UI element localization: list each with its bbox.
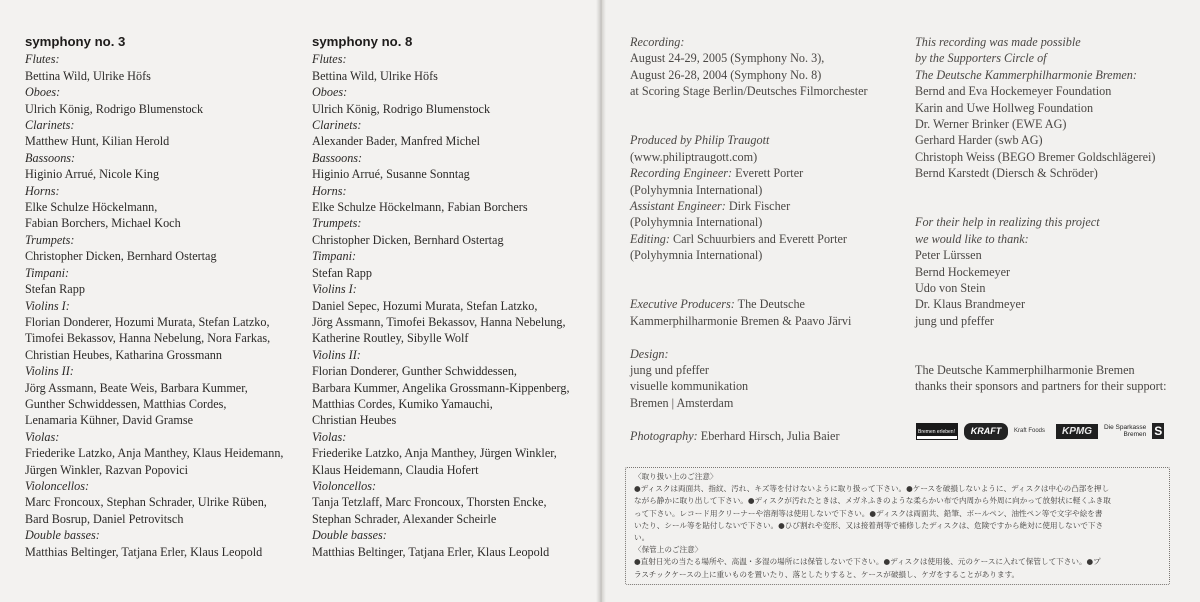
kpmg-logo: KPMG <box>1056 424 1098 439</box>
credit-line: Stephan Schrader, Alexander Scheirle <box>312 511 497 526</box>
section-label: Timpani: <box>312 249 357 264</box>
spacer <box>630 280 900 296</box>
credit-line: Florian Donderer, Hozumi Murata, Stefan Latzko, <box>25 314 270 329</box>
kraft-logo: KRAFT <box>964 423 1008 440</box>
credit-line: Lenamaria Kühner, David Gramse <box>25 413 194 428</box>
credit-names: Everett Porter <box>732 166 804 181</box>
credit-line: Bernd Karstedt (Diersch & Schröder) <box>915 166 1098 181</box>
notice-line: いたり、シール等を貼付しないで下さい。●ひび割れや変形、又は接着剤等で補修したディスクは、危険ですから絶対に使用しないで下さ <box>634 520 1104 530</box>
credit-line: Daniel Sepec, Hozumi Murata, Stefan Latzko, <box>312 298 538 313</box>
credit-line: Jürgen Winkler, Razvan Popovici <box>25 462 189 477</box>
credit-line: Jörg Assmann, Beate Weis, Barbara Kummer, <box>25 380 248 395</box>
credit-line: Elke Schulze Höckelmann, <box>25 200 158 215</box>
credit-line: Matthias Beltinger, Tatjana Erler, Klaus Leopold <box>25 544 263 559</box>
credit-line: Karin and Uwe Hollweg Foundation <box>915 100 1094 115</box>
section-label: Violoncellos: <box>25 478 90 493</box>
credit-line: Tanja Tetzlaff, Marc Froncoux, Thorsten Encke, <box>312 495 547 510</box>
credit-line: Bettina Wild, Ulrike Höfs <box>312 68 438 83</box>
credit-line: Christian Heubes, Katharina Grossmann <box>25 347 222 362</box>
notice-line: 〈保管上のご注意〉 <box>634 545 703 555</box>
spacer <box>630 100 900 116</box>
symphony-8-lines <box>312 51 597 560</box>
credit-line: Fabian Borchers, Michael Koch <box>25 216 181 231</box>
section-label: by the Supporters Circle of <box>915 51 1047 66</box>
section-label: Oboes: <box>25 85 61 100</box>
credit-line: Barbara Kummer, Angelika Grossmann-Kippenberg, <box>312 380 570 395</box>
credit-line: Gunther Schwiddessen, Matthias Cordes, <box>25 396 227 411</box>
section-label: Trumpets: <box>312 216 362 231</box>
sponsor-logos <box>916 420 1196 442</box>
symphony-8-credits <box>312 34 597 560</box>
credit-line: Dr. Klaus Brandmeyer <box>915 297 1025 312</box>
notice-line: ながら静かに取り出して下さい。●ディスクが汚れたときは、メガネふきのような柔らかい布で内周から外周に向かって放射状に軽くふき取 <box>634 496 1111 506</box>
credit-line: Marc Froncoux, Stephan Schrader, Ulrike Rüben, <box>25 495 267 510</box>
section-label: Bassoons: <box>312 150 363 165</box>
credit-line: Ulrich König, Rodrigo Blumenstock <box>25 101 204 116</box>
spacer <box>630 264 900 280</box>
symphony-3-heading: symphony no. 3 <box>25 34 126 49</box>
credit-role: Assistant Engineer: <box>630 199 726 214</box>
credit-line: jung und pfeffer <box>915 313 994 328</box>
credit-line: (Polyhymnia International) <box>630 248 763 263</box>
section-label: Flutes: <box>312 52 347 67</box>
section-label: Design: <box>630 346 669 361</box>
section-label: Clarinets: <box>25 118 75 133</box>
section-label: Violas: <box>312 429 347 444</box>
credit-line: Florian Donderer, Gunther Schwiddessen, <box>312 364 517 379</box>
credit-line: Jörg Assmann, Timofei Bekassov, Hanna Nebelung, <box>312 314 566 329</box>
credit-line <box>630 428 900 444</box>
credit-line: Bettina Wild, Ulrike Höfs <box>25 68 151 83</box>
credit-line: Christopher Dicken, Bernhard Ostertag <box>25 249 217 264</box>
credit-line: jung und pfeffer <box>630 363 709 378</box>
section-label: The Deutsche Kammerphilharmonie Bremen: <box>915 67 1137 82</box>
credit-line: Gerhard Harder (swb AG) <box>915 133 1043 148</box>
credit-line: Christopher Dicken, Bernhard Ostertag <box>312 232 504 247</box>
credit-role: Executive Producers: <box>630 297 735 312</box>
credit-names: Carl Schuurbiers and Everett Porter <box>669 231 847 246</box>
notice-line: 〈取り扱い上のご注意〉 <box>634 472 718 481</box>
credit-line <box>630 231 900 247</box>
credit-line: Kammerphilharmonie Bremen & Paavo Järvi <box>630 313 852 328</box>
section-label: Violins II: <box>25 364 74 379</box>
spacer <box>630 329 900 345</box>
sparkasse-line-1: Die Sparkasse <box>1104 423 1147 431</box>
credit-line: Udo von Stein <box>915 281 986 296</box>
spacer <box>630 116 900 132</box>
credit-line: Friederike Latzko, Anja Manthey, Jürgen Winkler, <box>312 446 557 461</box>
credit-names: Eberhard Hirsch, Julia Baier <box>697 428 840 443</box>
spacer <box>915 198 1185 214</box>
production-lines <box>630 34 900 444</box>
credit-line: at Scoring Stage Berlin/Deutsches Filmorchester <box>630 84 868 99</box>
symphony-3-credits <box>25 34 295 560</box>
section-label: we would like to thank: <box>915 231 1029 246</box>
supporters-credits <box>915 34 1185 395</box>
credit-line: thanks their sponsors and partners for their support: <box>915 379 1167 394</box>
spacer <box>915 346 1185 362</box>
credit-line: August 24-29, 2005 (Symphony No. 3), <box>630 51 825 66</box>
section-label: Violoncellos: <box>312 478 377 493</box>
notice-line: って下さい。レコード用クリーナーや溶剤等は使用しないで下さい。●ディスクは両面共、鉛筆、ボールペン、油性ペン等で文字や絵を書 <box>634 508 1103 518</box>
credit-line: Bremen | Amsterdam <box>630 395 734 410</box>
credit-line: Alexander Bader, Manfred Michel <box>312 134 481 149</box>
credit-line: Matthias Beltinger, Tatjana Erler, Klaus Leopold <box>312 544 550 559</box>
bremen-erleben-logo <box>916 423 958 440</box>
section-label: Recording: <box>630 35 685 49</box>
credit-line: Matthias Cordes, Kumiko Yamauchi, <box>312 396 493 411</box>
credit-line: Bard Bosrup, Daniel Petrovitsch <box>25 511 184 526</box>
credit-names: Dirk Fischer <box>725 199 791 214</box>
credit-line: (Polyhymnia International) <box>630 215 763 230</box>
section-label: Flutes: <box>25 52 60 67</box>
kraft-foods-logo: Kraft Foods <box>1014 428 1046 434</box>
credit-line: Matthew Hunt, Kilian Herold <box>25 134 170 149</box>
credit-line: Stefan Rapp <box>25 282 85 297</box>
credit-line: visuelle kommunikation <box>630 379 749 394</box>
credit-role: Recording Engineer: <box>630 166 733 181</box>
credit-line: Elke Schulze Höckelmann, Fabian Borchers <box>312 200 528 215</box>
section-label: Violins II: <box>312 347 361 362</box>
section-label: This recording was made possible <box>915 35 1081 49</box>
sparkasse-s-icon: S <box>1154 424 1163 438</box>
spacer <box>915 182 1185 198</box>
notice-line: ラスチックケースの上に重いものを置いたり、落としたりすると、ケースが破損し、ケガをすることがあります。 <box>634 569 1020 579</box>
credit-line: Klaus Heidemann, Claudia Hofert <box>312 462 479 477</box>
sparkasse-logo-text <box>1104 424 1146 439</box>
section-label: Double basses: <box>312 528 387 543</box>
section-label: Violins I: <box>25 298 70 313</box>
credit-line: Christian Heubes <box>312 413 397 428</box>
section-label: Produced by Philip Traugott <box>630 133 770 148</box>
credit-line <box>630 198 900 214</box>
credit-line: Bernd Hockemeyer <box>915 264 1011 279</box>
section-label: Oboes: <box>312 85 348 100</box>
section-label: Timpani: <box>25 265 70 280</box>
section-label: Violas: <box>25 429 60 444</box>
notice-lines <box>634 471 1161 581</box>
credit-line: (Polyhymnia International) <box>630 182 763 197</box>
spacer <box>630 411 900 427</box>
notice-line: い。 <box>634 533 650 543</box>
credit-line: Katherine Routley, Sibylle Wolf <box>312 331 469 346</box>
handling-notice-box <box>625 467 1170 585</box>
section-label: Horns: <box>312 183 347 198</box>
credit-line: Higinio Arrué, Susanne Sonntag <box>312 167 470 182</box>
credit-line: Higinio Arrué, Nicole King <box>25 167 160 182</box>
section-label: Horns: <box>25 183 60 198</box>
production-credits <box>630 34 900 444</box>
credit-line: Friederike Latzko, Anja Manthey, Klaus Heidemann, <box>25 446 284 461</box>
sparkasse-line-2: Bremen <box>1123 431 1147 438</box>
credit-names: The Deutsche <box>734 297 805 312</box>
notice-line: ●直射日光の当たる場所や、高温・多湿の場所には保管しないで下さい。●ディスクは使用後、元のケースに入れて保管して下さい。●プ <box>634 557 1101 567</box>
credit-line: Ulrich König, Rodrigo Blumenstock <box>312 101 491 116</box>
credit-line: (www.philiptraugott.com) <box>630 149 758 164</box>
section-label: Bassoons: <box>25 150 76 165</box>
bremen-logo-text: Bremen erleben! <box>918 428 955 435</box>
supporters-lines <box>915 34 1185 395</box>
symphony-3-lines <box>25 51 295 560</box>
symphony-8-heading: symphony no. 8 <box>312 34 413 49</box>
section-label: Double basses: <box>25 528 100 543</box>
credit-line: Peter Lürssen <box>915 248 982 263</box>
credit-line: Bernd and Eva Hockemeyer Foundation <box>915 84 1112 99</box>
section-label: Violins I: <box>312 282 357 297</box>
credit-line: Stefan Rapp <box>312 265 372 280</box>
credit-role: Photography: <box>630 428 698 443</box>
section-label: Clarinets: <box>312 118 362 133</box>
notice-line: ●ディスクは両面共、指紋、汚れ、キズ等を付けないように取り扱って下さい。●ケースを破損しないように、ディスクは中心の凸部を押し <box>634 484 1110 494</box>
credit-line <box>630 165 900 181</box>
credit-line: Dr. Werner Brinker (EWE AG) <box>915 117 1067 132</box>
credit-line: August 26-28, 2004 (Symphony No. 8) <box>630 67 822 82</box>
spacer <box>915 329 1185 345</box>
section-label: Trumpets: <box>25 232 75 247</box>
credit-line: Christoph Weiss (BEGO Bremer Goldschlägerei) <box>915 149 1156 164</box>
credit-role: Editing: <box>630 231 670 246</box>
credit-line: The Deutsche Kammerphilharmonie Bremen <box>915 363 1135 378</box>
booklet-gutter <box>596 0 606 602</box>
section-label: For their help in realizing this project <box>915 215 1100 230</box>
credit-line <box>630 296 900 312</box>
credit-line: Timofei Bekassov, Hanna Nebelung, Nora Farkas, <box>25 331 271 346</box>
